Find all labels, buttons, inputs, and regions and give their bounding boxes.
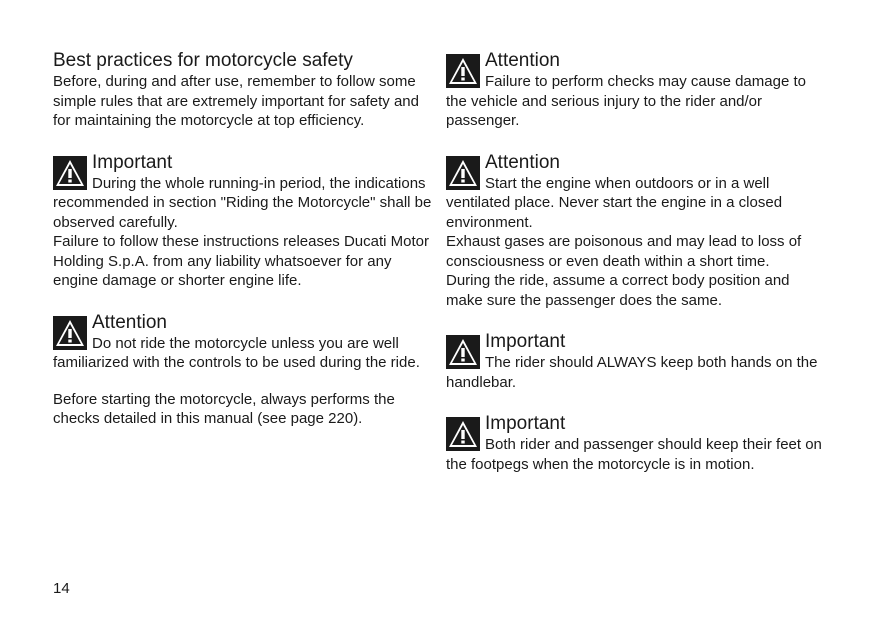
right-column: [446, 50, 828, 495]
notice-title: Important: [485, 413, 566, 434]
left-column: [53, 50, 433, 429]
attention-notice-1: [53, 312, 433, 373]
notice-text: Exhaust gases are poisonous and may lead to loss of consciousness or even death within a short time.: [446, 233, 802, 270]
notice-text: The rider should ALWAYS keep both hands on the handlebar.: [446, 354, 818, 391]
notice-text: Do not ride the motorcycle unless you are well familiarized with the controls to be used during the ride.: [53, 334, 420, 371]
notice-text: During the ride, assume a correct body position and make sure the passenger does the same.: [446, 272, 790, 309]
notice-text: Both rider and passenger should keep their feet on the footpegs when the motorcycle is in motion.: [446, 436, 822, 473]
warning-icon: [446, 54, 480, 88]
notice-title: Important: [92, 151, 173, 173]
notice-text: Start the engine when outdoors or in a well ventilated place. Never start the engine in a closed environment.: [446, 174, 783, 231]
page-number: 14: [53, 580, 70, 597]
checks-paragraph: Before starting the motorcycle, always performs the checks detailed in this manual (see page 220).: [53, 390, 395, 427]
notice-title: Attention: [485, 151, 560, 173]
warning-icon: [53, 156, 87, 190]
notice-title: Attention: [485, 50, 560, 71]
notice-text: During the whole running-in period, the indications recommended in section "Riding the Motorcycle" shall be observed carefully.: [53, 174, 432, 231]
section-heading: Best practices for motorcycle safety: [53, 50, 353, 71]
important-notice-3: [446, 413, 828, 474]
warning-icon: [446, 335, 480, 369]
notice-text: Failure to follow these instructions releases Ducati Motor Holding S.p.A. from any liability whatsoever for any engine damage or shorter engine life.: [53, 233, 429, 289]
warning-icon: [446, 156, 480, 190]
intro-paragraph: Before, during and after use, remember to follow some simple rules that are extremely important for safety and for maintaining the motorcycle at top efficiency.: [53, 73, 419, 129]
attention-notice-3: [446, 152, 828, 311]
warning-icon: [53, 316, 87, 350]
intro-section: [53, 50, 433, 131]
important-notice-1: [53, 152, 433, 291]
notice-title: Important: [485, 331, 566, 352]
notice-title: Attention: [92, 311, 167, 333]
notice-text: Failure to perform checks may cause damage to the vehicle and serious injury to the rider and/or passenger.: [446, 73, 806, 129]
attention-notice-2: [446, 50, 828, 131]
important-notice-2: [446, 331, 828, 392]
warning-icon: [446, 417, 480, 451]
